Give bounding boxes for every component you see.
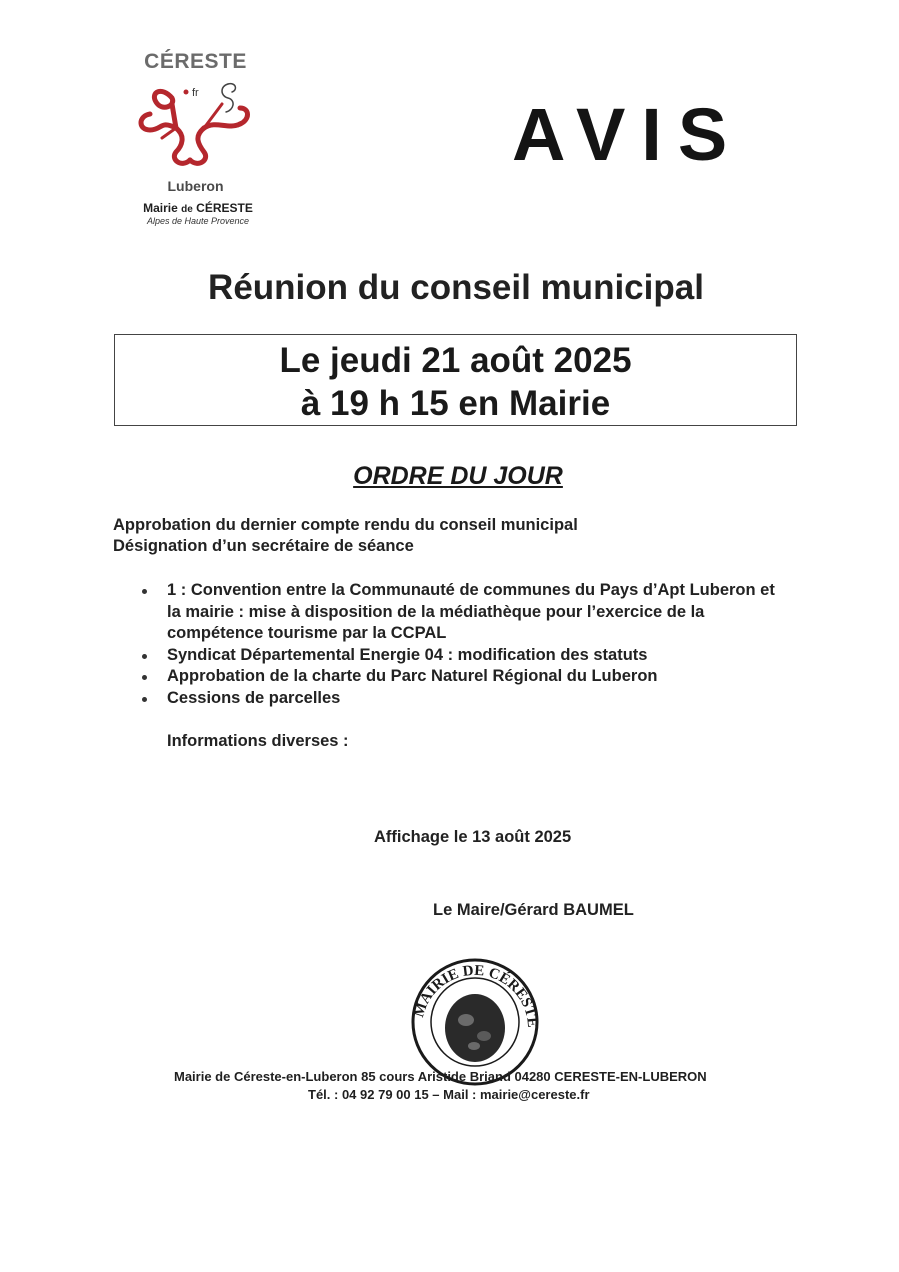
agenda-item: Approbation de la charte du Parc Naturel Régional du Luberon [140, 666, 780, 688]
logo-mairie: Mairie de CÉRESTE [143, 201, 253, 215]
occitan-cross-logo-icon [132, 80, 262, 176]
agenda-item: Syndicat Départemental Energie 04 : modification des statuts [140, 645, 780, 667]
bullet-icon [142, 654, 147, 659]
agenda-intro [113, 515, 578, 557]
agenda-intro-line: Approbation du dernier compte rendu du conseil municipal [113, 516, 578, 534]
posting-date: Affichage le 13 août 2025 [374, 828, 572, 846]
mairie-logo [118, 50, 278, 230]
bullet-icon [142, 589, 147, 594]
meeting-date: Le jeudi 21 août 2025 [279, 341, 632, 380]
footer-address: Mairie de Céreste-en-Luberon 85 cours Aristide Briand 04280 CERESTE-EN-LUBERON [174, 1069, 707, 1084]
logo-fr-label: fr [192, 87, 199, 99]
bullet-icon [142, 697, 147, 702]
logo-town-name: CÉRESTE [144, 50, 247, 73]
stamp-text: MAIRIE DE CÉRESTE [411, 962, 541, 1029]
meeting-date-box [114, 334, 797, 426]
notice-heading: AVIS [512, 93, 744, 176]
agenda-item: 1 : Convention entre la Communauté de communes du Pays d’Apt Luberon et la mairie : mise à disposition de la médiathèque pour l’exercice de la compétence tourisme par la CCPAL [140, 580, 780, 645]
meeting-time-place: à 19 h 15 en Mairie [300, 384, 611, 423]
agenda-item: Cessions de parcelles [140, 688, 780, 710]
logo-region: Luberon [167, 178, 224, 194]
agenda-intro-line: Désignation d’un secrétaire de séance [113, 537, 414, 555]
footer-contact: Tél. : 04 92 79 00 15 – Mail : mairie@cereste.fr [308, 1087, 590, 1102]
bullet-icon [142, 675, 147, 680]
logo-department: Alpes de Haute Provence [146, 216, 250, 226]
misc-information: Informations diverses : [167, 732, 349, 750]
agenda-heading: ORDRE DU JOUR [353, 462, 563, 490]
meeting-title: Réunion du conseil municipal [208, 268, 704, 307]
mayor-signature: Le Maire/Gérard BAUMEL [433, 901, 634, 919]
agenda-list [140, 580, 780, 709]
